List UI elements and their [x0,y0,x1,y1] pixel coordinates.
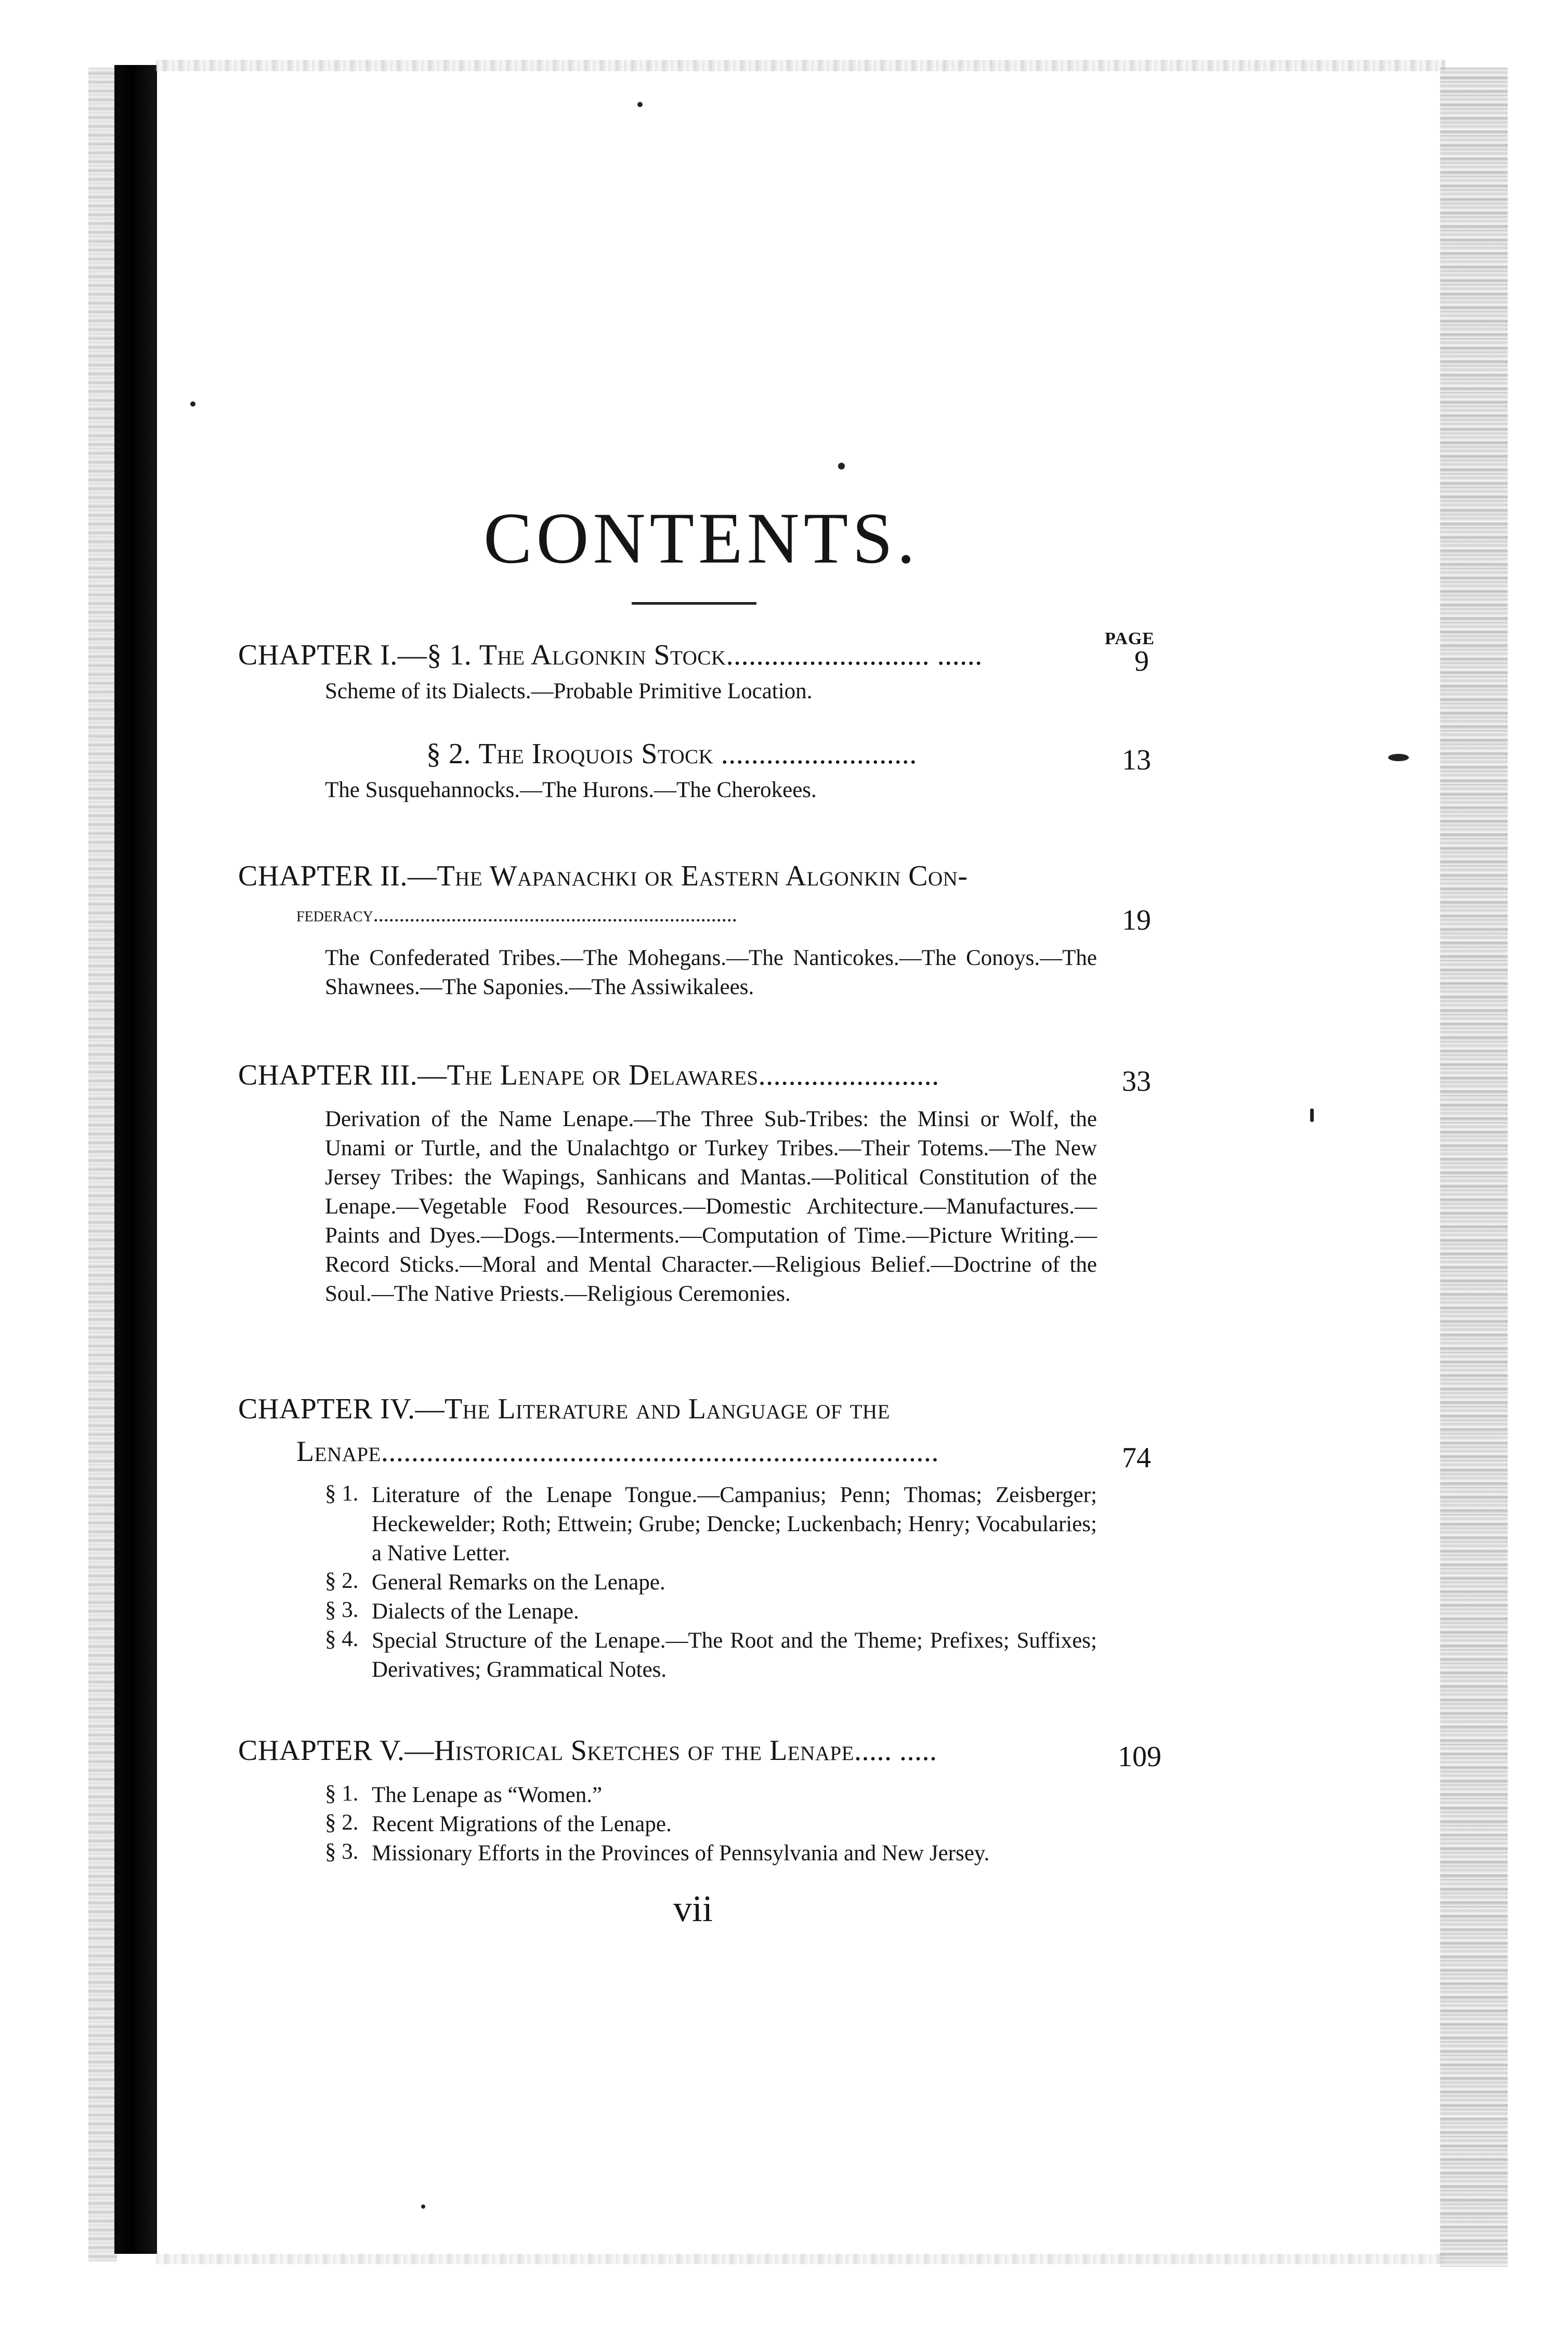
book-binding-shadow [114,65,157,2254]
chapter-5-title: Historical Sketches of the Lenape [434,1734,854,1767]
section-mark: § 1. [325,1781,359,1806]
chapter-4-section-4: Special Structure of the Lenape.—The Root and the Theme; Prefixes; Suffixes; Derivatives; Grammatical Notes. [372,1628,1097,1682]
page-number: vii [673,1888,713,1929]
page-outer-edge [1440,68,1508,2267]
chapter-2-description: The Confederated Tribes.—The Mohegans.—The Nanticokes.—The Conoys.—The Shawnees.—The Saponies.—The Assiwikalees. [325,946,1097,999]
section-mark: § 1. [325,1481,359,1506]
section-mark: § 3. [325,1598,359,1622]
page-title: CONTENTS. [484,498,920,579]
page-column-label: PAGE [1105,629,1155,648]
ink-speck [1310,1108,1314,1122]
ink-speck [637,102,643,107]
section-2-page: 13 [1122,744,1151,776]
ink-speck [1388,754,1409,761]
chapter-5-page: 109 [1118,1741,1161,1773]
chapter-4-page: 74 [1122,1442,1151,1474]
chapter-3-entry [238,1059,939,1092]
chapter-4-section-1: Literature of the Lenape Tongue.—Campanius; Penn; Thomas; Zeisberger; Heckewelder; Roth; Ettwein; Grube; Dencke; Luckenbach; Henry; Vocabularies; a Native Letter. [372,1483,1097,1565]
page-bottom-edge [156,2254,1445,2264]
chapter-4-title-cont: Lenape.......................................................................... [296,1435,939,1468]
chapter-4-leader: .......................................................................... [381,1435,939,1468]
chapter-2-page: 19 [1122,904,1151,936]
section-mark: § 2. [325,1810,359,1835]
section-mark: § 4. [325,1627,359,1651]
chapter-5-section-3: Missionary Efforts in the Provinces of Pennsylvania and New Jersey. [372,1841,990,1865]
section-2-title: The Iroquois Stock [478,738,714,770]
chapter-1-label: CHAPTER I.—§ 1. [238,639,472,671]
chapter-3-label: CHAPTER III.— [238,1059,447,1091]
chapter-5-entry [238,1734,937,1767]
section-mark: § 2. [426,738,471,770]
chapter-1-section-2-entry [426,737,917,771]
chapter-2-title-cont: federacy...................................................................... [296,903,737,926]
chapter-4-entry [238,1392,890,1426]
section-2-description: The Susquehannocks.—The Hurons.—The Cherokees. [325,778,817,802]
ink-speck [421,2204,425,2209]
chapter-5-section-2: Recent Migrations of the Lenape. [372,1812,672,1836]
chapter-4-section-2: General Remarks on the Lenape. [372,1570,665,1595]
chapter-1-leader: ........................... ...... [726,639,983,671]
ink-speck [838,463,845,469]
chapter-2-entry [238,859,968,893]
chapter-2-title: The Wapanachki or Eastern Algonkin Con- [437,860,968,892]
page-inner-edge [88,68,117,2262]
chapter-2-label: CHAPTER II.— [238,860,437,892]
chapter-4-section-3: Dialects of the Lenape. [372,1599,579,1624]
chapter-5-label: CHAPTER V.— [238,1734,434,1767]
page-top-edge [156,60,1445,71]
title-rule [632,602,756,605]
chapter-4-label: CHAPTER IV.— [238,1393,445,1425]
chapter-3-title: The Lenape or Delawares [447,1059,759,1091]
chapter-4-title: The Literature and Language of the [445,1393,890,1425]
ink-speck [190,401,195,407]
chapter-3-description: Derivation of the Name Lenape.—The Three Sub-Tribes: the Minsi or Wolf, the Unami or Turtle, and the Unalachtgo or Turkey Tribes.—Their Totems.—The New Jersey Tribes: the Wapings, Sanhicans and Mantas.—Political Constitution of the Lenape.—Vegetable Food Resources.—Domestic Architecture.—Manufactures.—Paints and Dyes.—Dogs.—Interments.—Computation of Time.—Picture Writing.—Record Sticks.—Moral and Mental Character.—Religious Belief.—Doctrine of the Soul.—The Native Priests.—Religious Ceremonies. [325,1107,1097,1306]
chapter-1-entry [238,638,983,672]
section-2-leader: .......................... [721,738,917,770]
chapter-5-section-1: The Lenape as “Women.” [372,1783,603,1807]
section-mark: § 2. [325,1569,359,1593]
chapter-3-leader: ........................ [758,1059,939,1091]
chapter-5-leader: ..... ..... [854,1734,937,1767]
chapter-1-title: The Algonkin Stock [479,639,726,671]
chapter-1-description: Scheme of its Dialects.—Probable Primitive Location. [325,679,813,703]
chapter-1-page: 9 [1134,645,1149,677]
chapter-3-page: 33 [1122,1065,1151,1098]
section-mark: § 3. [325,1839,359,1864]
chapter-2-leader: ...................................................................... [373,903,737,926]
